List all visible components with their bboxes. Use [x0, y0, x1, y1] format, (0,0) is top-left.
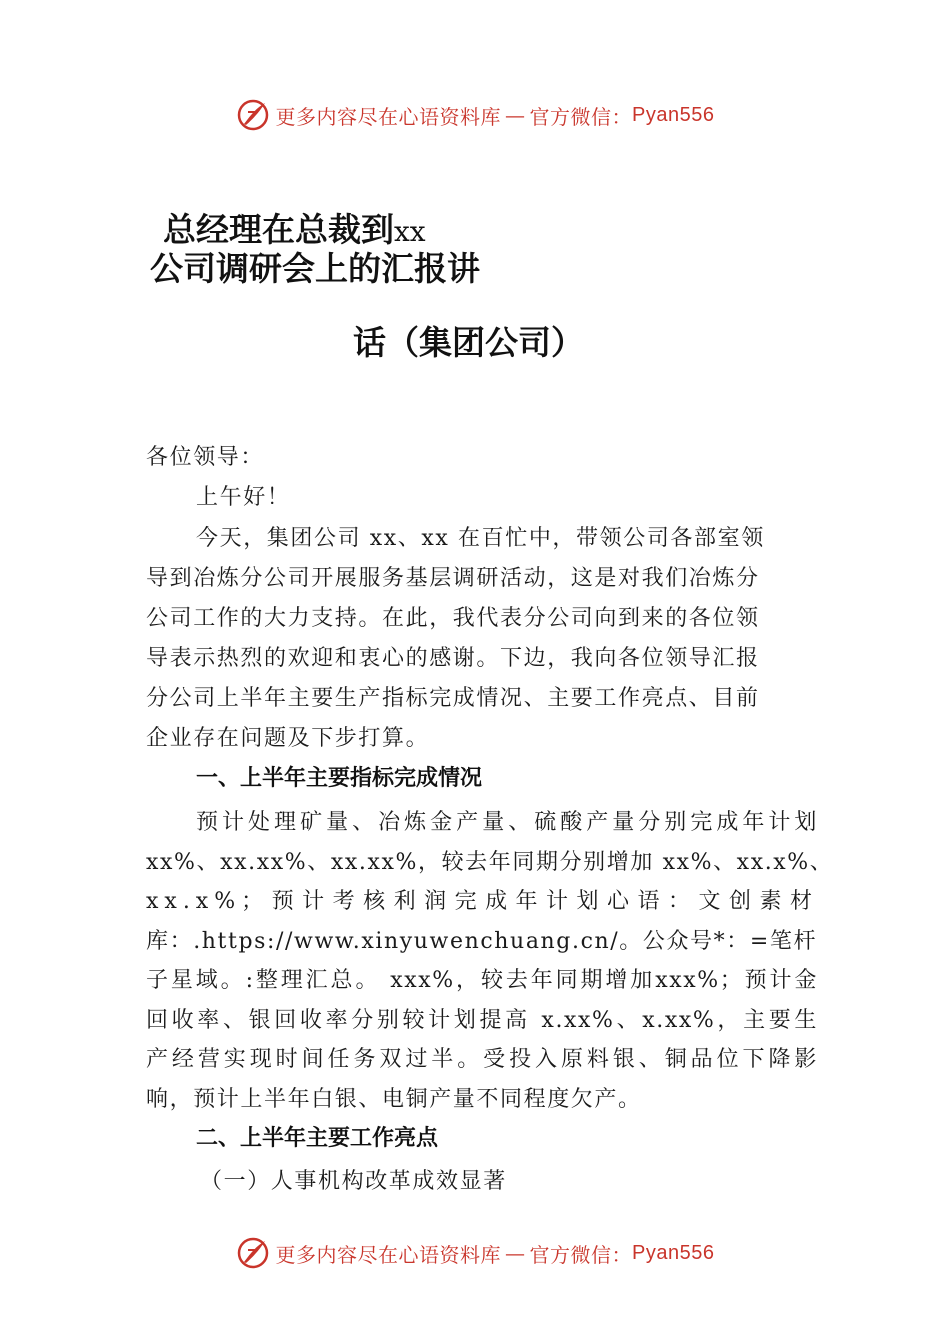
section-1-heading: 一、上半年主要指标完成情况	[196, 766, 483, 791]
watermark-wechat-label: 官方微信：	[529, 104, 633, 129]
section-2-subheading: （一）人事机构改革成效显著	[200, 1169, 507, 1194]
title-line-3: 话（集团公司）	[353, 323, 584, 362]
greeting	[196, 478, 868, 518]
salutation	[146, 438, 818, 478]
salutation-text: 各位领导：	[146, 445, 265, 470]
section-2-heading: 二、上半年主要工作亮点	[196, 1126, 439, 1151]
watermark-wechat-id: Pyan556	[632, 1241, 715, 1264]
watermark-wechat-id: Pyan556	[632, 103, 715, 126]
paragraph-line: 产经营实现时间任务双过半。受投入原料银、铜品位下降影	[146, 1047, 818, 1072]
watermark-dash: —	[505, 1241, 526, 1265]
quill-logo-icon	[236, 1236, 270, 1270]
paragraph-line: 分公司上半年主要生产指标完成情况、主要工作亮点、目前	[146, 686, 760, 711]
title-line-1-cn: 总经理在总裁到	[163, 210, 394, 249]
section-1-paragraph	[146, 803, 834, 1119]
paragraph-line: 库：.https://www.xinyuwenchuang.cn/。公众号*：=笔杆	[146, 928, 818, 954]
watermark-wechat-label: 官方微信：	[529, 1242, 633, 1267]
paragraph-line: 回收率、银回收率分别较计划提高 x.xx%、x.xx%，主要生	[146, 1007, 818, 1033]
greeting-text: 上午好！	[196, 485, 291, 510]
watermark-banner-bottom	[0, 1231, 950, 1275]
paragraph-line: 公司工作的大力支持。在此，我代表分公司向到来的各位领	[146, 606, 760, 631]
paragraph-line: xx.x%；预计考核利润完成年计划心语：文创素材	[146, 889, 818, 914]
intro-paragraph	[146, 519, 818, 759]
quill-logo-icon	[236, 98, 270, 132]
title-line-1-latin: xx	[394, 215, 426, 248]
paragraph-line: 导表示热烈的欢迎和衷心的感谢。下边，我向各位领导汇报	[146, 646, 760, 671]
title-line-1	[163, 210, 426, 249]
watermark-banner-top	[0, 93, 950, 137]
watermark-text: 更多内容尽在心语资料库	[275, 104, 502, 129]
paragraph-line: 预计处理矿量、冶炼金产量、硫酸产量分别完成年计划	[196, 810, 818, 835]
paragraph-line: 响，预计上半年白银、电铜产量不同程度欠产。	[146, 1086, 642, 1112]
watermark-dash: —	[505, 103, 526, 127]
paragraph-line: 今天，集团公司 xx、xx 在百忙中，带领公司各部室领	[196, 526, 765, 551]
title-line-2: 公司调研会上的汇报讲	[150, 249, 480, 288]
paragraph-line: xx%、xx.xx%、xx.xx%，较去年同期分别增加 xx%、xx.x%、	[146, 849, 834, 875]
paragraph-line: 导到冶炼分公司开展服务基层调研活动，这是对我们冶炼分	[146, 566, 760, 591]
watermark-text: 更多内容尽在心语资料库	[275, 1242, 502, 1267]
paragraph-line: 企业存在问题及下步打算。	[146, 726, 430, 751]
paragraph-line: 子星域。:整理汇总。 xxx%，较去年同期增加xxx%；预计金	[146, 968, 818, 993]
